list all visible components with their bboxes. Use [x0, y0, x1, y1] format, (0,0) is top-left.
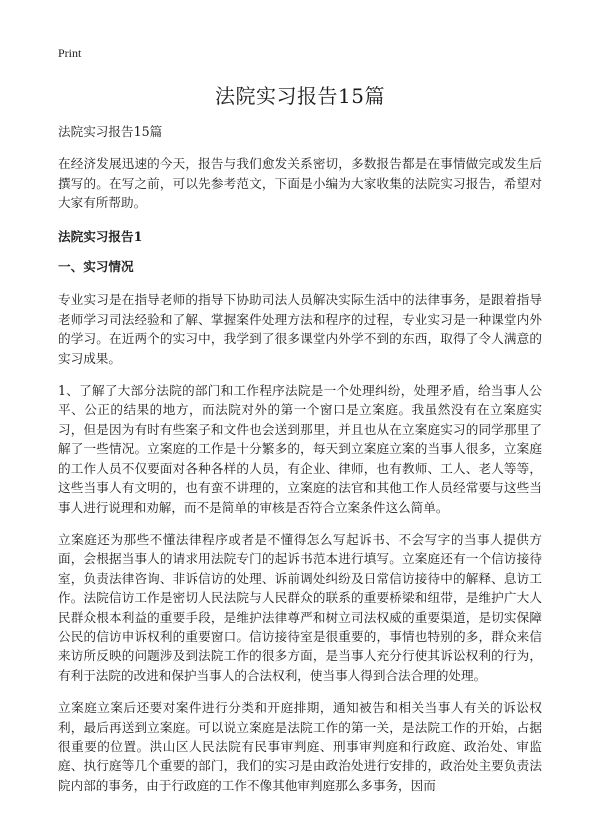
document-title: 法院实习报告15篇 [215, 84, 385, 108]
intro-paragraph: 在经济发展迅速的今天，报告与我们愈发关系密切，多数报告都是在事情做完或发生后撰写的。在写之前，可以先参考范文，下面是小编为大家收集的法院实习报告，希望对大家有所帮助。 [58, 156, 542, 211]
body-paragraph: 立案庭还为那些不懂法律程序或者是不懂得怎么写起诉书、不会写字的当事人提供方面，会根据当事人的请求用法院专门的起诉书范本进行填写。立案庭还有一个信访接待室，负责法律咨询、非诉信访的处理、诉前调处纠纷及日常信访接待中的解释、息访工作。法院信访工作是密切人民法院与人民群众的联系的重要桥梁和纽带，是维护广大人民群众根本利益的重要手段，是维护法律尊严和树立司法权威的重要渠道，是切实保障公民的信访申诉权利的重要窗口。信访接待室是很重要的，事情也特别的多，群众来信来访所反映的问题涉及到法院工作的很多方面，是当事人充分行使其诉讼权利的行为，有利于法院的改进和保护当事人的合法权利，使当事人得到合法合理的处理。 [58, 531, 542, 683]
document-body [58, 122, 542, 808]
print-link[interactable]: Print [58, 46, 82, 60]
body-paragraph: 专业实习是在指导老师的指导下协助司法人员解决实际生活中的法律事务，是跟着指导老师学习司法经验和了解、掌握案件处理方法和程序的过程，专业实习是一种课堂内外的学习。在近两个的实习中，我学到了很多课堂内外学不到的东西，取得了令人满意的实习成果。 [58, 292, 542, 366]
subsection-heading: 一、实习情况 [58, 259, 134, 275]
body-paragraph: 1、了解了大部分法院的部门和工作程序法院是一个处理纠纷，处理矛盾，给当事人公平、公正的结果的地方，而法院对外的第一个窗口是立案庭。我虽然没有在立案庭实习，但是因为有时有些案子和文件也会送到那里，并且也从在立案庭实习的同学那里了解了一些情况。立案庭的工作是十分繁多的，每天到立案庭立案的当事人很多，立案庭的工作人员不仅要面对各种各样的人员，有企业、律师，也有教师、工人、老人等等，这些当事人有文明的，也有蛮不讲理的，立案庭的法官和其他工作人员经常要与这些当事人进行说理和劝解，而不是简单的审核是否符合立案条件这么简单。 [58, 383, 542, 515]
body-paragraph: 立案庭立案后还要对案件进行分类和开庭排期，通知被告和相关当事人有关的诉讼权利，最后再送到立案庭。可以说立案庭是法院工作的第一关，是法院工作的开始，占据很重要的位置。洪山区人民法院有民事审判庭、刑事审判庭和行政庭、政治处、审监庭、执行庭等几个重要的部门，我们的实习是由政治处进行安排的，政治处主要负责法院内部的事务，由于行政庭的工作不像其他审判庭那么多事务，因而 [58, 700, 542, 793]
section-heading: 法院实习报告1 [58, 228, 143, 244]
document-subtitle: 法院实习报告15篇 [58, 124, 163, 139]
